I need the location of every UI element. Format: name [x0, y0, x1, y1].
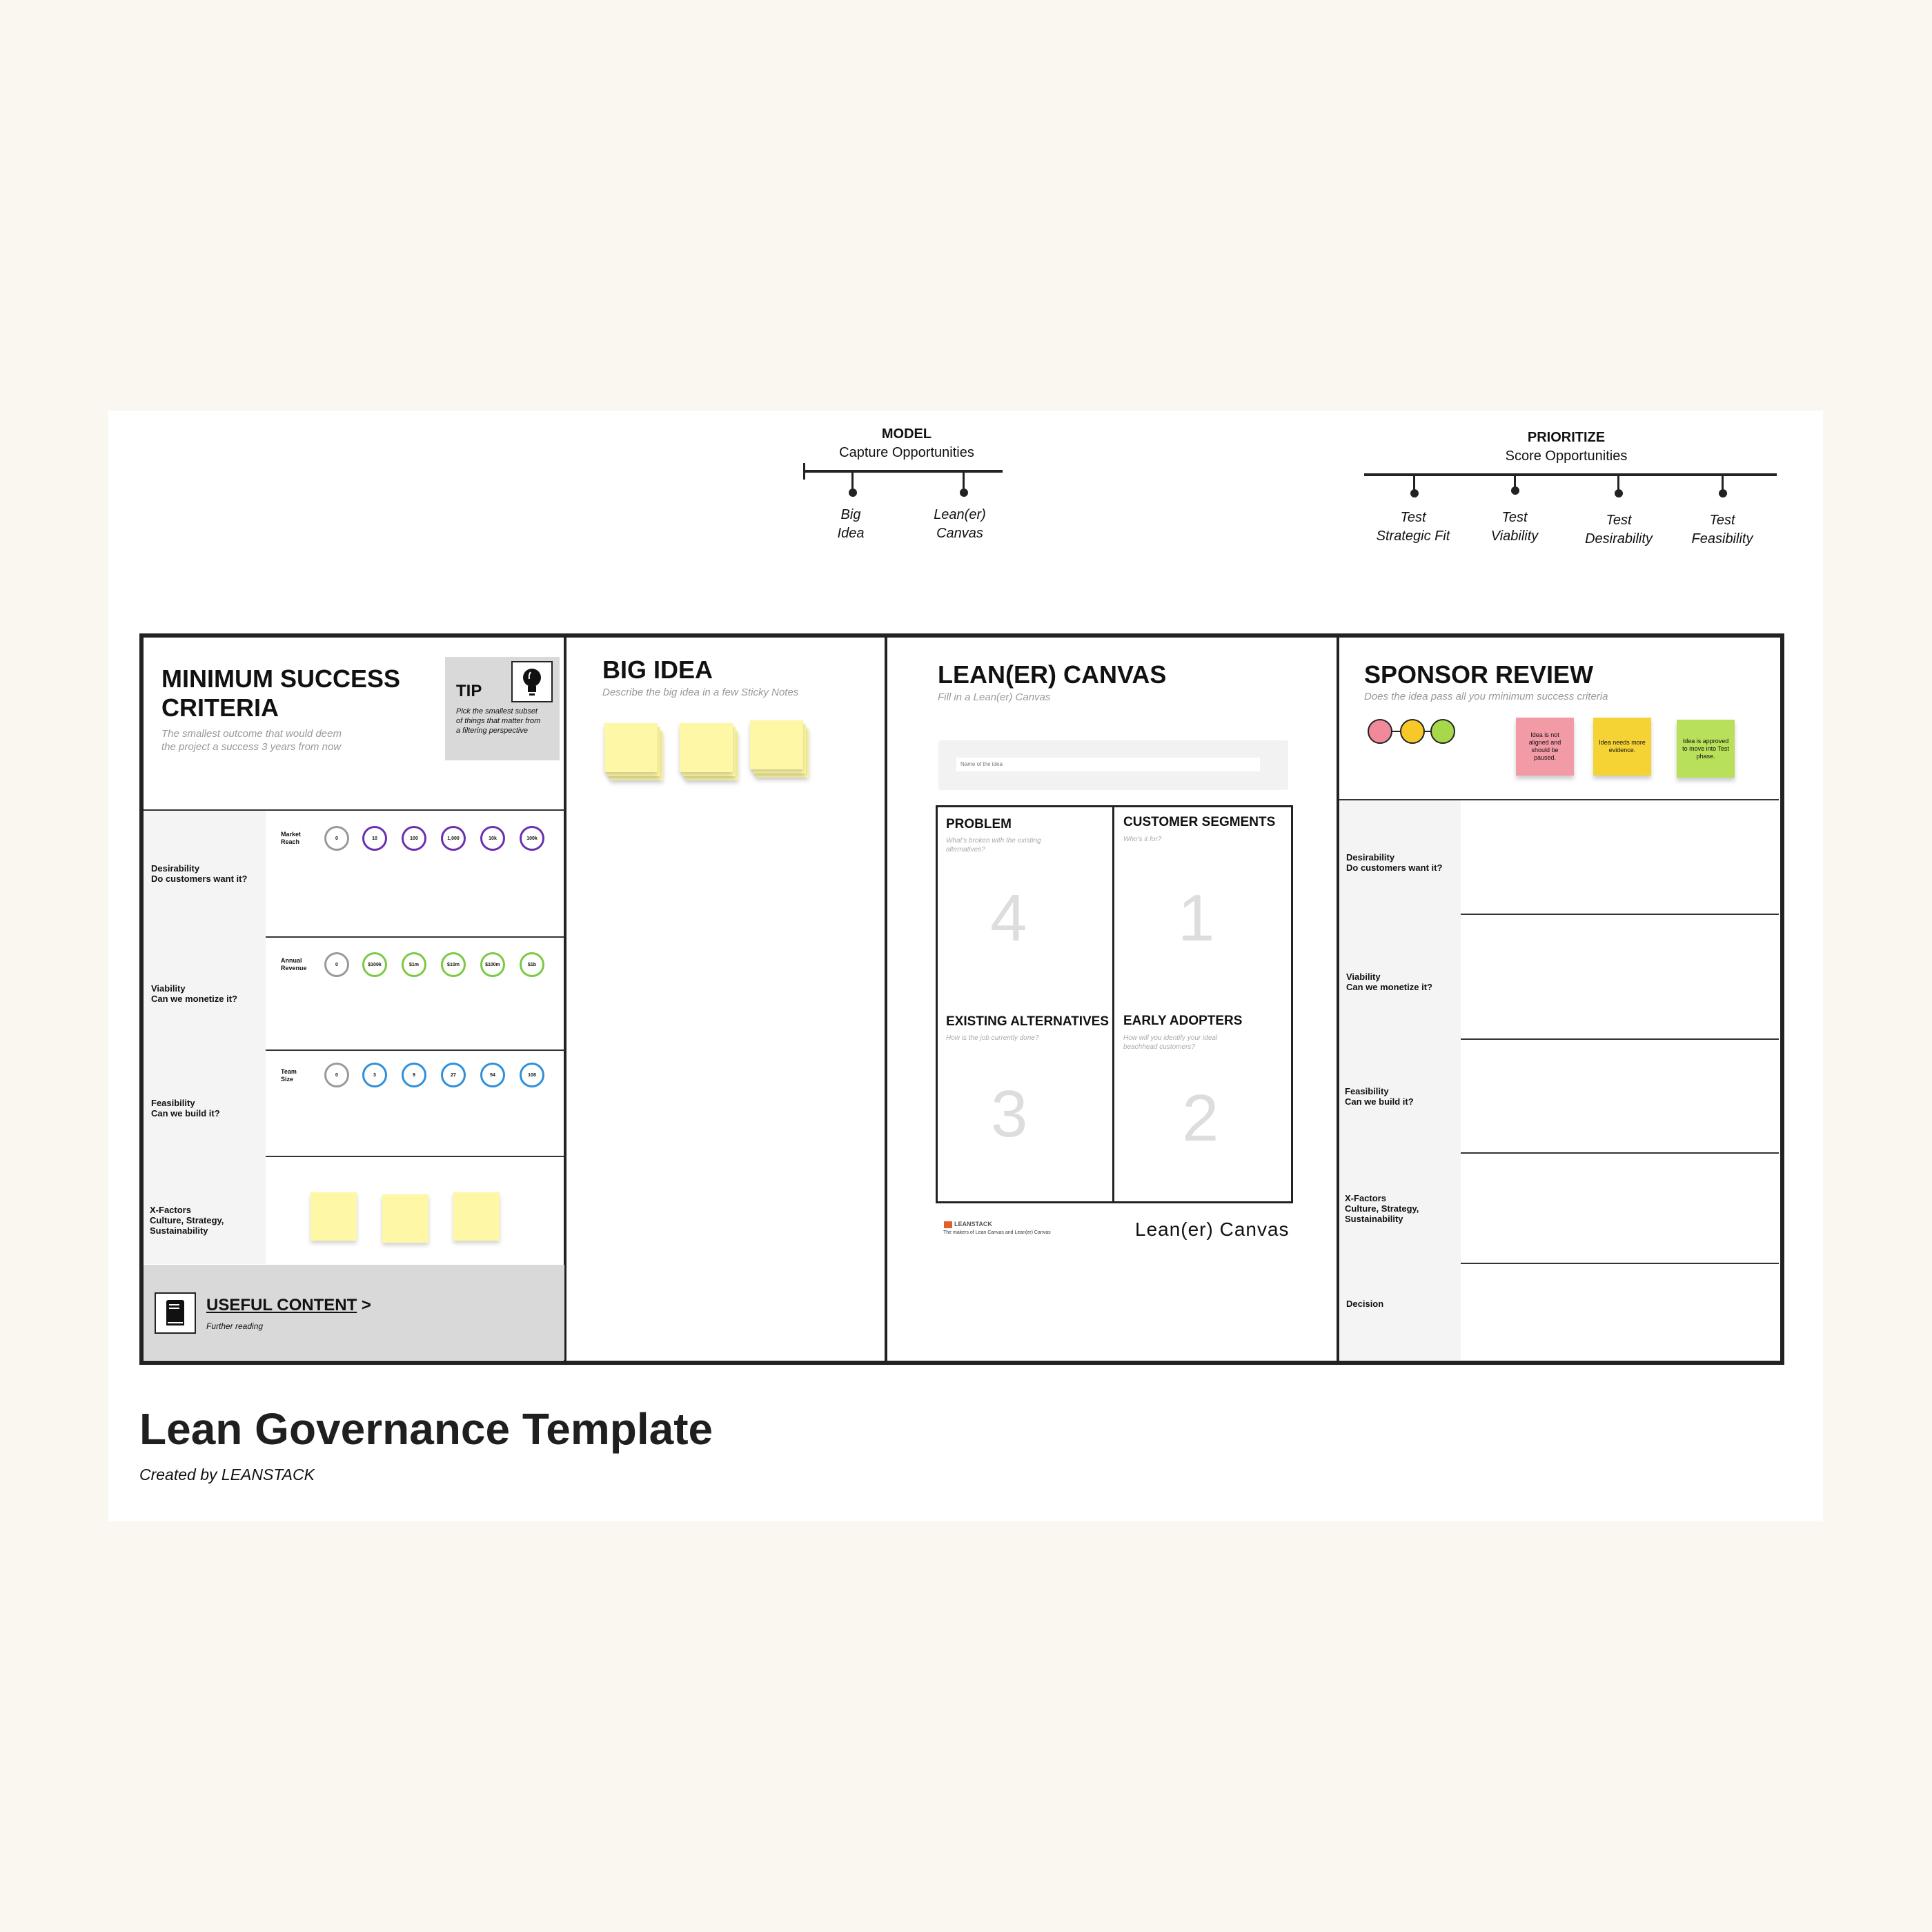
sponsor-row-x-factors: X-Factors Culture, Strategy, Sustainability	[1345, 1193, 1419, 1224]
status-green-circle	[1430, 719, 1455, 744]
timeline-step-test-strategic-fit: Test Strategic Fit	[1376, 510, 1450, 544]
lean-canvas-grid	[936, 805, 1293, 1203]
useful-content-label: USEFUL CONTENT	[206, 1296, 357, 1314]
sticky-note[interactable]	[453, 1192, 500, 1241]
sticky-needs-evidence[interactable]: Idea needs more evidence.	[1593, 718, 1651, 776]
timeline-model-step-dot	[849, 489, 857, 497]
timeline-step-test-viability: Test Viability	[1490, 510, 1539, 544]
sponsor-row-viability: Viability Can we monetize it?	[1346, 972, 1432, 992]
score-circle[interactable]: 0	[324, 952, 349, 977]
useful-content-sub: Further reading	[206, 1321, 264, 1331]
score-circle[interactable]: 3	[362, 1063, 387, 1087]
book-icon	[155, 1292, 196, 1334]
score-circle[interactable]: $100m	[480, 952, 505, 977]
msc-subtitle: The smallest outcome that would deem the project a success 3 years from now	[161, 728, 342, 753]
lean-canvas-grid-divider	[1112, 807, 1114, 1202]
score-circle[interactable]: $10m	[441, 952, 466, 977]
timeline-prioritize-step-dot	[1615, 489, 1623, 497]
score-circle[interactable]: 108	[520, 1063, 544, 1087]
metric-label-team-size: Team Size	[281, 1068, 297, 1083]
cell-problem-sub: What's broken with the existing alternatives?	[946, 837, 1041, 854]
big-idea-subtitle: Describe the big idea in a few Sticky Notes	[602, 687, 799, 698]
idea-name-field[interactable]	[956, 758, 1260, 771]
timeline-step-test-feasibility: Test Feasibility	[1691, 513, 1753, 546]
timeline-model-subheading: Capture Opportunities	[839, 445, 974, 460]
score-circle[interactable]: 54	[480, 1063, 505, 1087]
score-circle[interactable]: 100k	[520, 826, 544, 851]
score-circle[interactable]: 9	[402, 1063, 426, 1087]
sponsor-row-desirability: Desirability Do customers want it?	[1346, 852, 1443, 873]
metric-label-annual-revenue: Annual Revenue	[281, 957, 307, 972]
timeline-model-start-tick	[803, 463, 805, 480]
useful-content-arrow: >	[361, 1296, 371, 1314]
cell-early-adopters-sub: How will you identify your ideal beachhead customers?	[1123, 1034, 1218, 1051]
status-yellow-circle	[1400, 719, 1425, 744]
lightbulb-icon	[511, 661, 553, 702]
timeline-step-big-idea: Big Idea	[837, 507, 865, 541]
sponsor-label-column	[1339, 800, 1461, 1360]
sponsor-title: SPONSOR REVIEW	[1364, 660, 1594, 689]
score-circle[interactable]: $1b	[520, 952, 544, 977]
sticky-approved[interactable]: Idea is approved to move into Test phase.	[1677, 720, 1735, 778]
score-circle[interactable]: 0	[324, 1063, 349, 1087]
divider	[885, 635, 887, 1363]
status-red-circle	[1368, 719, 1392, 744]
useful-content-box[interactable]	[144, 1265, 564, 1360]
sticky-note[interactable]	[382, 1194, 428, 1243]
tip-label: TIP	[456, 682, 482, 700]
timeline-prioritize-step-dot	[1719, 489, 1727, 497]
timeline-prioritize-subheading: Score Opportunities	[1505, 448, 1628, 464]
tip-box	[445, 657, 560, 760]
cell-existing-alternatives-sub: How is the job currently done?	[946, 1034, 1039, 1042]
timeline-prioritize-step-dot	[1410, 489, 1419, 497]
divider	[564, 635, 566, 1363]
timeline-model-heading: MODEL	[881, 426, 932, 442]
score-circle[interactable]: 100	[402, 826, 426, 851]
idea-name-box	[938, 740, 1288, 790]
sponsor-row-decision: Decision	[1346, 1299, 1384, 1309]
tip-text: Pick the smallest subset of things that matter from a filtering perspective	[456, 707, 541, 735]
timeline-prioritize-step-dot	[1511, 486, 1519, 495]
sponsor-subtitle: Does the idea pass all you rminimum success criteria	[1364, 691, 1608, 702]
score-circle[interactable]: 10k	[480, 826, 505, 851]
timeline-step-test-desirability: Test Desirability	[1585, 513, 1653, 546]
timeline-step-leaner-canvas: Lean(er) Canvas	[934, 507, 986, 541]
score-circle[interactable]: $100k	[362, 952, 387, 977]
idea-name-placeholder: Name of the idea	[960, 761, 1003, 767]
cell-early-adopters-title: EARLY ADOPTERS	[1123, 1014, 1243, 1028]
cell-early-adopters-number: 2	[1182, 1081, 1219, 1155]
cell-existing-alternatives-title: EXISTING ALTERNATIVES	[946, 1014, 1110, 1029]
cell-problem-number: 4	[990, 881, 1027, 955]
msc-row-label-viability: Viability Can we monetize it?	[151, 983, 237, 1004]
leanstack-brand: LEANSTACK	[954, 1221, 992, 1228]
score-circle[interactable]: 10	[362, 826, 387, 851]
score-circle[interactable]: 1,000	[441, 826, 466, 851]
cell-customer-segments-sub: Who's it for?	[1123, 836, 1162, 843]
lean-canvas-title: LEAN(ER) CANVAS	[938, 660, 1167, 689]
timeline-model-step-dot	[960, 489, 968, 497]
msc-row-label-feasibility: Feasibility Can we build it?	[151, 1098, 220, 1118]
cell-existing-alternatives-number: 3	[991, 1077, 1028, 1151]
sponsor-row-feasibility: Feasibility Can we build it?	[1345, 1086, 1414, 1107]
sticky-note[interactable]	[310, 1192, 357, 1241]
msc-row-label-desirability: Desirability Do customers want it?	[151, 863, 248, 884]
useful-content-link[interactable]	[206, 1296, 371, 1315]
template-title: Lean Governance Template	[139, 1404, 713, 1454]
cell-problem-title: PROBLEM	[946, 817, 1012, 831]
cell-customer-segments-number: 1	[1178, 881, 1215, 955]
big-idea-title: BIG IDEA	[602, 656, 713, 684]
msc-row-label-x-factors: X-Factors Culture, Strategy, Sustainability	[150, 1205, 224, 1236]
msc-title: MINIMUM SUCCESS CRITERIA	[161, 664, 401, 722]
lean-canvas-subtitle: Fill in a Lean(er) Canvas	[938, 691, 1051, 703]
score-circle[interactable]: 0	[324, 826, 349, 851]
timeline-prioritize-heading: PRIORITIZE	[1527, 430, 1606, 445]
template-credit: Created by LEANSTACK	[139, 1466, 315, 1483]
cell-customer-segments-title: CUSTOMER SEGMENTS	[1123, 815, 1276, 829]
lean-canvas-footer-title: Lean(er) Canvas	[1135, 1219, 1290, 1240]
leanstack-tagline: The makers of Lean Canvas and Lean(er) Canvas	[943, 1230, 1051, 1235]
score-circle[interactable]: 27	[441, 1063, 466, 1087]
timeline-model-line	[804, 470, 1003, 473]
timeline-prioritize-line	[1364, 473, 1777, 476]
leanstack-logo-icon	[944, 1221, 952, 1228]
score-circle[interactable]: $1m	[402, 952, 426, 977]
sticky-not-aligned[interactable]: Idea is not aligned and should be paused.	[1516, 718, 1574, 776]
metric-label-market-reach: Market Reach	[281, 831, 302, 845]
